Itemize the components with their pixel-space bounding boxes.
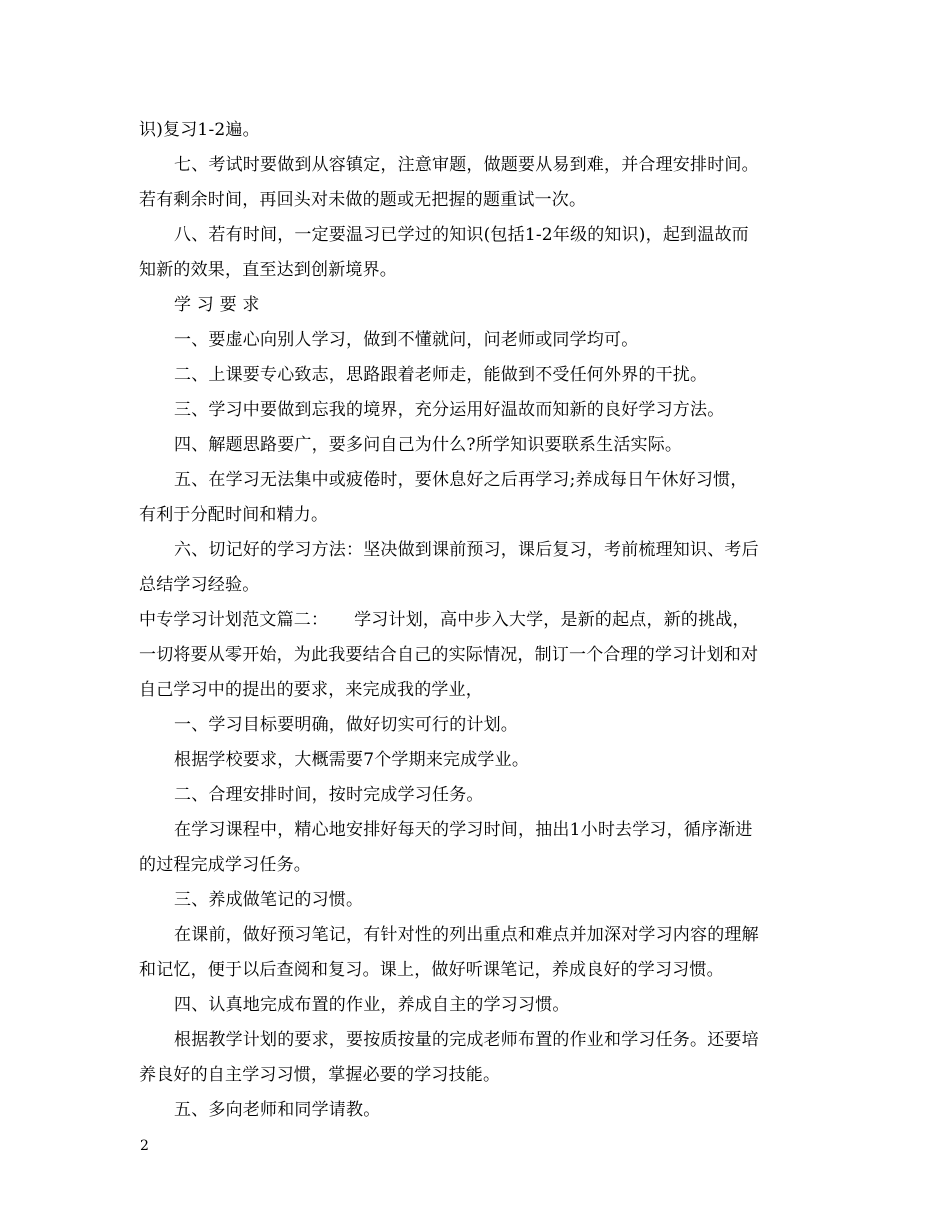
text-line: 中专学习计划范文篇二： 学习计划，高中步入大学，是新的起点，新的挑战， xyxy=(139,610,750,630)
text-line: 五、在学习无法集中或疲倦时，要休息好之后再学习;养成每日午休好习惯， xyxy=(174,470,748,490)
text-line: 自己学习中的提出的要求，来完成我的学业， xyxy=(139,680,483,700)
section-heading: 学 习 要 求 xyxy=(174,295,260,315)
text-line: 总结学习经验。 xyxy=(139,575,260,595)
text-line: 六、切记好的学习方法：坚决做到课前预习，课后复习，考前梳理知识、考后 xyxy=(174,540,759,560)
text-line: 一、学习目标要明确，做好切实可行的计划。 xyxy=(174,715,518,735)
text-line: 七、考试时要做到从容镇定，注意审题，做题要从易到难，并合理安排时间。 xyxy=(174,155,759,175)
text-line: 在学习课程中，精心地安排好每天的学习时间，抽出1小时去学习，循序渐进 xyxy=(174,820,753,840)
text-line: 知新的效果，直至达到创新境界。 xyxy=(139,260,397,280)
text-line: 若有剩余时间，再回头对未做的题或无把握的题重试一次。 xyxy=(139,190,587,210)
text-line: 三、学习中要做到忘我的境界，充分运用好温故而知新的良好学习方法。 xyxy=(174,400,725,420)
text-line: 识)复习1-2遍。 xyxy=(139,120,260,140)
text-line: 在课前，做好预习笔记，有针对性的列出重点和难点并加深对学习内容的理解 xyxy=(174,925,759,945)
text-line: 三、养成做笔记的习惯。 xyxy=(174,890,364,910)
text-line: 的过程完成学习任务。 xyxy=(139,855,311,875)
text-line: 四、认真地完成布置的作业，养成自主的学习习惯。 xyxy=(174,995,570,1015)
page-number: 2 xyxy=(140,1138,149,1154)
text-line: 和记忆，便于以后查阅和复习。课上，做好听课笔记，养成良好的学习习惯。 xyxy=(139,960,724,980)
text-line: 五、多向老师和同学请教。 xyxy=(174,1100,381,1120)
text-line: 有利于分配时间和精力。 xyxy=(139,505,329,525)
text-line: 八、若有时间，一定要温习已学过的知识(包括1-2年级的知识)，起到温故而 xyxy=(174,225,749,245)
text-line: 养良好的自主学习习惯，掌握必要的学习技能。 xyxy=(139,1065,501,1085)
text-line: 根据教学计划的要求，要按质按量的完成老师布置的作业和学习任务。还要培 xyxy=(174,1030,759,1050)
text-line: 四、解题思路要广，要多问自己为什么?所学知识要联系生活实际。 xyxy=(174,435,683,455)
text-line: 根据学校要求，大概需要7个学期来完成学业。 xyxy=(174,750,530,770)
text-line: 一切将要从零开始，为此我要结合自己的实际情况，制订一个合理的学习计划和对 xyxy=(139,645,759,665)
text-line: 二、合理安排时间，按时完成学习任务。 xyxy=(174,785,484,805)
text-line: 二、上课要专心致志，思路跟着老师走，能做到不受任何外界的干扰。 xyxy=(174,365,708,385)
text-line: 一、要虚心向别人学习，做到不懂就问，问老师或同学均可。 xyxy=(174,330,639,350)
